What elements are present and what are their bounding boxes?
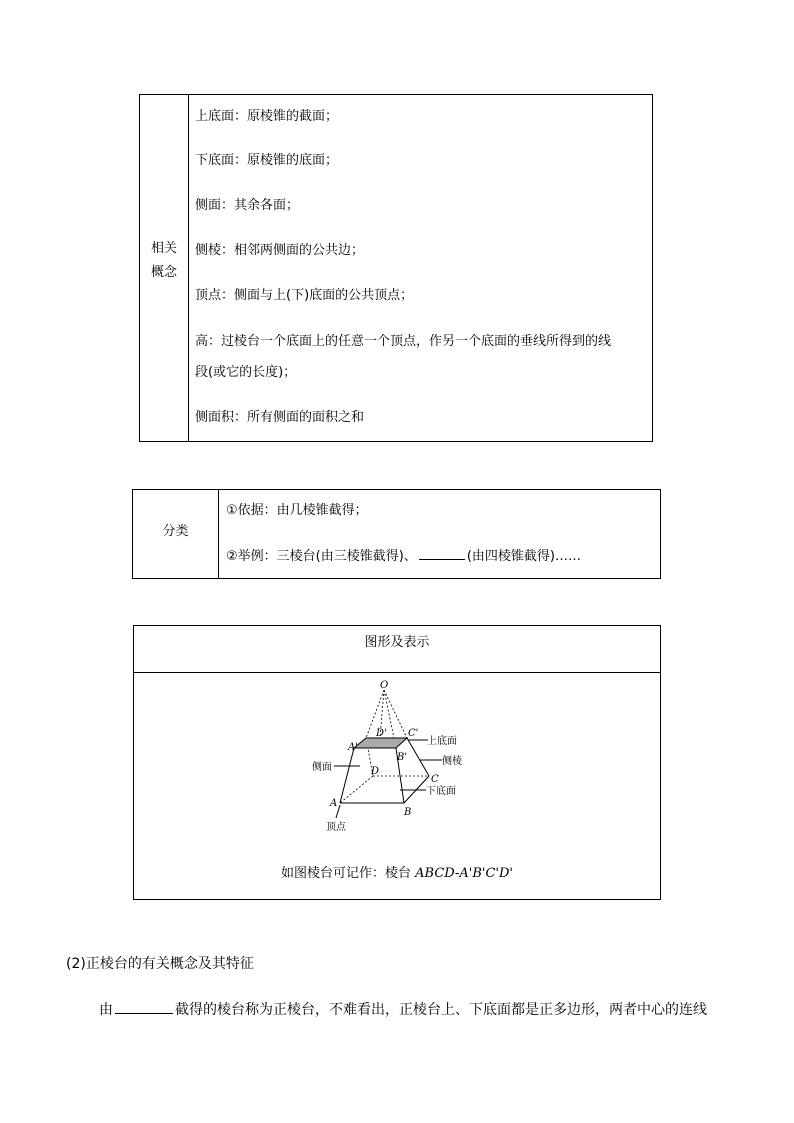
figure-table — [133, 625, 661, 900]
concept-lateral-face: 侧面：其余各面； — [195, 198, 300, 213]
frustum-figure — [304, 680, 484, 840]
concept-height-cont: 段(或它的长度)； — [195, 365, 297, 380]
figure-caption — [134, 862, 660, 881]
concepts-label-line1: 相关 — [150, 241, 177, 256]
para-part-b: 截得的棱台称为正棱台，不难看出，正棱台上、下底面都是正多边形，两者中心的连线 — [175, 1002, 707, 1018]
examples-part-a: ②举例：三棱台(由三棱锥截得)、 — [226, 549, 417, 564]
label-O: O — [380, 680, 389, 691]
concept-lateral-edge: 侧棱：相邻两侧面的公共边； — [195, 243, 365, 258]
concept-height: 高：过棱台一个底面上的任意一个顶点，作另一个底面的垂线所得到的线 — [195, 334, 612, 349]
top-face — [354, 738, 407, 748]
label-C1: C' — [408, 728, 419, 739]
figure-header: 图形及表示 — [134, 626, 660, 673]
examples-part-b: (由四棱锥截得)…… — [466, 549, 581, 564]
concepts-label-line2: 概念 — [150, 265, 177, 280]
classification-table — [132, 489, 661, 579]
label-D: D — [371, 766, 380, 777]
label-bottom-base: 下底面 — [426, 786, 456, 797]
concepts-label-cell — [140, 95, 189, 441]
concept-bottom-base: 下底面：原棱锥的底面； — [195, 153, 339, 168]
section-heading: (2)正棱台的有关概念及其特征 — [66, 956, 254, 972]
label-top-base: 上底面 — [427, 736, 457, 747]
concept-top-base: 上底面：原棱锥的截面； — [195, 109, 339, 124]
label-B1: B' — [397, 752, 408, 763]
label-A1: A' — [348, 742, 358, 753]
label-B: B — [404, 807, 412, 818]
para-blank[interactable] — [115, 1001, 173, 1014]
caption-notation: ABCD-A'B'C'D' — [415, 866, 513, 881]
caption-prefix: 如图棱台可记作：棱台 — [281, 866, 416, 881]
label-D1: D' — [376, 728, 387, 739]
label-C: C — [431, 774, 439, 785]
classification-examples — [226, 545, 581, 564]
classification-label: 分类 — [162, 524, 189, 539]
label-A: A — [330, 798, 338, 809]
fill-blank[interactable] — [419, 547, 465, 560]
label-lateral-face: 侧面 — [312, 762, 332, 773]
concepts-label — [140, 237, 188, 285]
classification-basis: ①依据：由几棱锥截得； — [226, 503, 368, 518]
label-vertex: 顶点 — [326, 822, 346, 833]
classification-label-cell — [133, 490, 219, 578]
concept-lateral-area: 侧面积：所有侧面的面积之和 — [195, 410, 365, 425]
para-part-a: 由 — [99, 1002, 113, 1018]
label-lateral-edge: 侧棱 — [442, 756, 462, 767]
concept-vertex: 顶点：侧面与上(下)底面的公共顶点； — [195, 288, 414, 303]
concepts-table — [139, 94, 653, 442]
section-paragraph — [99, 999, 707, 1019]
